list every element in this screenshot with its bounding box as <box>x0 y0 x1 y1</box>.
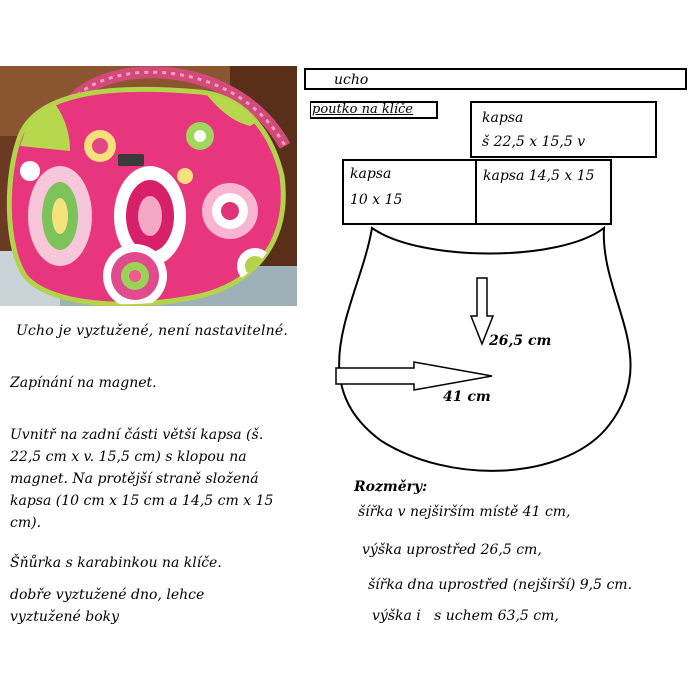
description-inner <box>10 424 310 534</box>
description-strap: Ucho je vyztužené, není nastavitelné. <box>16 323 289 339</box>
dimensions-total: výška i s uchem 63,5 cm, <box>372 608 559 624</box>
description-inner-line-2: 22,5 cm x v. 15,5 cm) s klopou na <box>10 449 247 465</box>
description-base-line-2: vyztužené boky <box>10 609 120 625</box>
dimensions-width: šířka v nejširším místě 41 cm, <box>358 504 571 520</box>
pocket-small-title: kapsa <box>350 166 392 182</box>
description-inner-line-1: Uvnitř na zadní části větší kapsa (š. <box>10 427 264 443</box>
width-label: 41 cm <box>443 389 491 405</box>
description-keys: Šňůrka s karabinkou na klíče. <box>10 555 222 571</box>
dimensions-title: Rozměry: <box>354 479 428 495</box>
height-label: 26,5 cm <box>489 333 552 349</box>
pocket-big-size: š 22,5 x 15,5 v <box>482 134 586 150</box>
description-inner-line-5: cm). <box>10 515 42 531</box>
description-base-line-1: dobře vyztužené dno, lehce <box>10 587 205 603</box>
description-closure: Zapínání na magnet. <box>10 375 157 391</box>
key-loop-label: poutko na klíče <box>312 102 414 117</box>
dimensions-height: výška uprostřed 26,5 cm, <box>362 542 542 558</box>
description-base <box>10 584 204 628</box>
dimensions-base: šířka dna uprostřed (nejširší) 9,5 cm. <box>368 577 633 593</box>
description-inner-line-3: magnet. Na protější straně složená <box>10 471 259 487</box>
pocket-big-title: kapsa <box>482 110 524 126</box>
description-inner-line-4: kapsa (10 cm x 15 cm a 14,5 cm x 15 <box>10 493 274 509</box>
pocket-right-label: kapsa 14,5 x 15 <box>483 168 595 184</box>
pocket-small-size: 10 x 15 <box>350 192 403 208</box>
bag-outline <box>339 228 630 471</box>
strap-label: ucho <box>334 72 369 88</box>
